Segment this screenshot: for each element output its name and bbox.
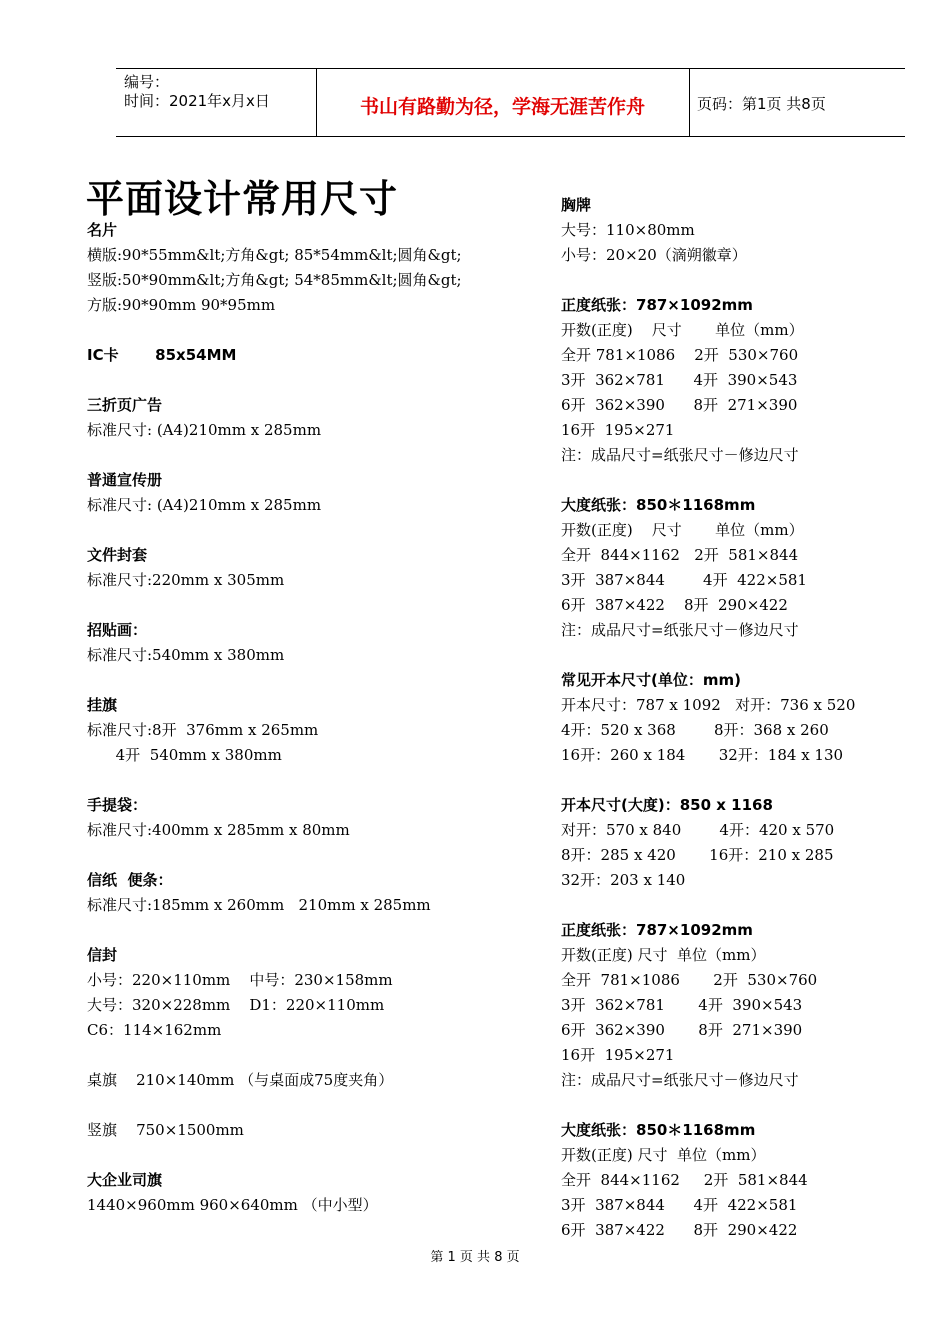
text-line: 竖旗 750×1500mm — [87, 1121, 244, 1139]
blank-line — [87, 768, 527, 793]
text-line: 标准尺寸: (A4)210mm x 285mm — [87, 496, 322, 514]
text-line: 6开 362×390 8开 271×390 — [561, 1021, 803, 1039]
text-line: 开数(正度) 尺寸 单位（mm） — [561, 1146, 766, 1164]
text-line: 3开 387×844 4开 422×581 — [561, 571, 807, 589]
text-line: 大号：110×80mm — [561, 221, 695, 239]
text-line: 桌旗 210×140mm （与桌面成75度夹角） — [87, 1071, 394, 1089]
text-line: 8开：285 x 420 16开：210 x 285 — [561, 846, 834, 864]
right-column — [561, 193, 941, 1243]
text-line: 标准尺寸:540mm x 380mm — [87, 646, 285, 664]
header-motto-cell — [316, 69, 690, 136]
blank-line — [87, 918, 527, 943]
header-page-cell — [689, 69, 905, 136]
text-line: 16开 195×271 — [561, 1046, 675, 1064]
blank-line — [87, 668, 527, 693]
text-line: 6开 387×422 8开 290×422 — [561, 596, 788, 614]
text-line: 全开 844×1162 2开 581×844 — [561, 1171, 808, 1189]
text-line: 标准尺寸:400mm x 285mm x 80mm — [87, 821, 350, 839]
text-line: 6开 387×422 8开 290×422 — [561, 1221, 798, 1239]
section-heading: 胸牌 — [561, 196, 592, 214]
text-line: 标准尺寸:185mm x 260mm 210mm x 285mm — [87, 896, 431, 914]
text-line: 开数(正度) 尺寸 单位（mm） — [561, 946, 766, 964]
page-header — [116, 68, 905, 137]
blank-line — [561, 1093, 941, 1118]
section-heading: 正度纸张：787×1092mm — [561, 296, 753, 314]
text-line: 3开 362×781 4开 390×543 — [561, 371, 798, 389]
section-heading: 大企业司旗 — [87, 1171, 163, 1189]
text-line: 3开 362×781 4开 390×543 — [561, 996, 803, 1014]
header-motto: 书山有路勤为径，学海无涯苦作舟 — [359, 96, 645, 118]
section-heading: 开本尺寸(大度)：850 x 1168 — [561, 796, 773, 814]
text-line: C6：114×162mm — [87, 1021, 222, 1039]
text-line: 全开 844×1162 2开 581×844 — [561, 546, 799, 564]
text-line: 开数(正度) 尺寸 单位（mm） — [561, 321, 804, 339]
page-footer: 第 1 页 共 8 页 — [430, 1250, 520, 1265]
section-heading: 信封 — [87, 946, 118, 964]
text-line: 横版:90*55mm&lt;方角&gt; 85*54mm&lt;圆角&gt; — [87, 246, 462, 264]
section-heading: 信纸 便条： — [87, 871, 173, 889]
blank-line — [87, 368, 527, 393]
section-heading: 挂旗 — [87, 696, 118, 714]
text-line: 开本尺寸：787 x 1092 对开：736 x 520 — [561, 696, 856, 714]
blank-line — [87, 1143, 527, 1168]
text-line: 3开 387×844 4开 422×581 — [561, 1196, 798, 1214]
text-line: 32开：203 x 140 — [561, 871, 686, 889]
blank-line — [87, 593, 527, 618]
text-line: 竖版:50*90mm&lt;方角&gt; 54*85mm&lt;圆角&gt; — [87, 271, 462, 289]
text-line: 小号：20×20（滴朔徽章） — [561, 246, 747, 264]
left-column — [87, 218, 527, 1218]
text-line: 小号：220×110mm 中号：230×158mm — [87, 971, 393, 989]
section-heading: 名片 — [87, 221, 118, 239]
blank-line — [87, 1093, 527, 1118]
text-line: 6开 362×390 8开 271×390 — [561, 396, 798, 414]
blank-line — [87, 443, 527, 468]
section-heading: 文件封套 — [87, 546, 148, 564]
blank-line — [87, 1043, 527, 1068]
section-heading: 正度纸张：787×1092mm — [561, 921, 753, 939]
text-line: 16开：260 x 184 32开：184 x 130 — [561, 746, 844, 764]
text-line: 注：成品尺寸=纸张尺寸－修边尺寸 — [561, 1071, 799, 1089]
section-heading: 三折页广告 — [87, 396, 163, 414]
blank-line — [561, 893, 941, 918]
section-heading: 大度纸张：850＊1168mm — [561, 496, 756, 514]
text-line: 全开 781×1086 2开 530×760 — [561, 971, 818, 989]
blank-line — [87, 318, 527, 343]
text-line: 开数(正度) 尺寸 单位（mm） — [561, 521, 804, 539]
text-line: 对开：570 x 840 4开：420 x 570 — [561, 821, 835, 839]
text-line: 标准尺寸:220mm x 305mm — [87, 571, 285, 589]
text-line: 注：成品尺寸=纸张尺寸－修边尺寸 — [561, 621, 799, 639]
blank-line — [561, 643, 941, 668]
section-heading: 普通宣传册 — [87, 471, 163, 489]
header-meta-cell — [116, 69, 317, 136]
text-line: 注：成品尺寸=纸张尺寸－修边尺寸 — [561, 446, 799, 464]
section-heading: 招贴画： — [87, 621, 148, 639]
document-time-label: 时间：2021年x月x日 — [124, 92, 270, 110]
section-heading: 大度纸张：850＊1168mm — [561, 1121, 756, 1139]
section-heading: IC卡 85x54MM — [87, 346, 237, 364]
text-line: 方版:90*90mm 90*95mm — [87, 296, 276, 314]
text-line: 4开：520 x 368 8开：368 x 260 — [561, 721, 829, 739]
text-line: 大号：320×228mm D1：220×110mm — [87, 996, 385, 1014]
page-code-label: 页码：第1页 共8页 — [697, 95, 826, 113]
text-line: 1440×960mm 960×640mm （中小型） — [87, 1196, 378, 1214]
text-line: 16开 195×271 — [561, 421, 675, 439]
text-line: 全开 781×1086 2开 530×760 — [561, 346, 799, 364]
blank-line — [87, 518, 527, 543]
blank-line — [561, 468, 941, 493]
blank-line — [561, 268, 941, 293]
text-line: 4开 540mm x 380mm — [87, 746, 282, 764]
document-title: 平面设计常用尺寸 — [86, 177, 399, 221]
section-heading: 手提袋： — [87, 796, 148, 814]
text-line: 标准尺寸:8开 376mm x 265mm — [87, 721, 319, 739]
blank-line — [561, 768, 941, 793]
text-line: 标准尺寸: (A4)210mm x 285mm — [87, 421, 322, 439]
document-number-label: 编号： — [124, 73, 170, 91]
blank-line — [87, 843, 527, 868]
section-heading: 常见开本尺寸(单位：mm) — [561, 671, 741, 689]
